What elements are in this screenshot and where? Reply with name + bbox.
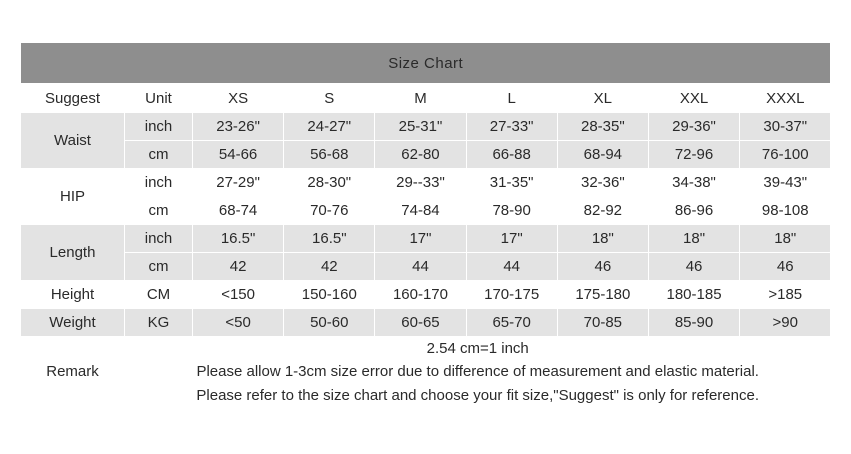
- cell-value: 27-29": [193, 169, 284, 197]
- row-unit: KG: [125, 309, 193, 337]
- cell-value: 18": [557, 225, 648, 253]
- row-label-weight: Weight: [21, 309, 125, 337]
- cell-value: 30-37": [740, 113, 831, 141]
- table-row: [21, 281, 831, 309]
- row-unit: inch: [125, 113, 193, 141]
- row-label-remark: Remark: [21, 337, 125, 408]
- cell-value: <150: [193, 281, 284, 309]
- cell-value: >90: [740, 309, 831, 337]
- header-size-m: M: [375, 84, 466, 113]
- row-unit: cm: [125, 253, 193, 281]
- cell-value: 27-33": [466, 113, 557, 141]
- remark-text: [125, 337, 831, 408]
- cell-value: 28-35": [557, 113, 648, 141]
- table-row: [21, 169, 831, 197]
- row-label-length: Length: [21, 225, 125, 281]
- cell-value: 56-68: [284, 141, 375, 169]
- header-size-xxl: XXL: [648, 84, 739, 113]
- cell-value: 39-43": [740, 169, 831, 197]
- cell-value: 62-80: [375, 141, 466, 169]
- cell-value: 180-185: [648, 281, 739, 309]
- row-unit: cm: [125, 197, 193, 225]
- header-size-l: L: [466, 84, 557, 113]
- row-unit: cm: [125, 141, 193, 169]
- cell-value: 76-100: [740, 141, 831, 169]
- cell-value: 60-65: [375, 309, 466, 337]
- cell-value: 160-170: [375, 281, 466, 309]
- cell-value: 32-36": [557, 169, 648, 197]
- header-size-xs: XS: [193, 84, 284, 113]
- table-row: [21, 253, 831, 281]
- row-label-height: Height: [21, 281, 125, 309]
- cell-value: 78-90: [466, 197, 557, 225]
- cell-value: 68-94: [557, 141, 648, 169]
- size-chart-table: [20, 42, 831, 408]
- cell-value: 72-96: [648, 141, 739, 169]
- cell-value: 70-85: [557, 309, 648, 337]
- cell-value: 46: [740, 253, 831, 281]
- cell-value: 175-180: [557, 281, 648, 309]
- cell-value: 16.5": [284, 225, 375, 253]
- cell-value: 150-160: [284, 281, 375, 309]
- table-row: [21, 113, 831, 141]
- chart-title-row: [21, 43, 831, 84]
- cell-value: 18": [740, 225, 831, 253]
- cell-value: 70-76: [284, 197, 375, 225]
- cell-value: 85-90: [648, 309, 739, 337]
- table-row: [21, 225, 831, 253]
- cell-value: 82-92: [557, 197, 648, 225]
- cell-value: 74-84: [375, 197, 466, 225]
- header-size-xxxl: XXXL: [740, 84, 831, 113]
- header-suggest: Suggest: [21, 84, 125, 113]
- cell-value: 17": [375, 225, 466, 253]
- cell-value: >185: [740, 281, 831, 309]
- header-size-s: S: [284, 84, 375, 113]
- cell-value: 46: [648, 253, 739, 281]
- cell-value: 98-108: [740, 197, 831, 225]
- cell-value: 24-27": [284, 113, 375, 141]
- cell-value: 54-66: [193, 141, 284, 169]
- cell-value: 42: [193, 253, 284, 281]
- cell-value: 23-26": [193, 113, 284, 141]
- page-title: Size Chart: [21, 43, 831, 84]
- table-header-row: [21, 84, 831, 113]
- table-row: [21, 141, 831, 169]
- remark-line-3: Please refer to the size chart and choose your fit size,"Suggest" is only for reference.: [196, 386, 759, 404]
- cell-value: 66-88: [466, 141, 557, 169]
- header-size-xl: XL: [557, 84, 648, 113]
- cell-value: 42: [284, 253, 375, 281]
- cell-value: 17": [466, 225, 557, 253]
- cell-value: 28-30": [284, 169, 375, 197]
- cell-value: 44: [466, 253, 557, 281]
- cell-value: 16.5": [193, 225, 284, 253]
- cell-value: 29--33": [375, 169, 466, 197]
- cell-value: 170-175: [466, 281, 557, 309]
- cell-value: 65-70: [466, 309, 557, 337]
- remark-line-1: 2.54 cm=1 inch: [426, 340, 529, 357]
- header-unit: Unit: [125, 84, 193, 113]
- cell-value: 46: [557, 253, 648, 281]
- cell-value: 68-74: [193, 197, 284, 225]
- remark-row: [21, 337, 831, 408]
- cell-value: 34-38": [648, 169, 739, 197]
- remark-line-2: Please allow 1-3cm size error due to difference of measurement and elastic material.: [196, 363, 759, 381]
- row-label-waist: Waist: [21, 113, 125, 169]
- row-unit: CM: [125, 281, 193, 309]
- cell-value: <50: [193, 309, 284, 337]
- cell-value: 18": [648, 225, 739, 253]
- cell-value: 86-96: [648, 197, 739, 225]
- cell-value: 50-60: [284, 309, 375, 337]
- table-row: [21, 309, 831, 337]
- row-unit: inch: [125, 225, 193, 253]
- cell-value: 25-31": [375, 113, 466, 141]
- size-chart-container: [20, 42, 831, 408]
- cell-value: 44: [375, 253, 466, 281]
- table-row: [21, 197, 831, 225]
- cell-value: 31-35": [466, 169, 557, 197]
- cell-value: 29-36": [648, 113, 739, 141]
- row-unit: inch: [125, 169, 193, 197]
- row-label-hip: HIP: [21, 169, 125, 225]
